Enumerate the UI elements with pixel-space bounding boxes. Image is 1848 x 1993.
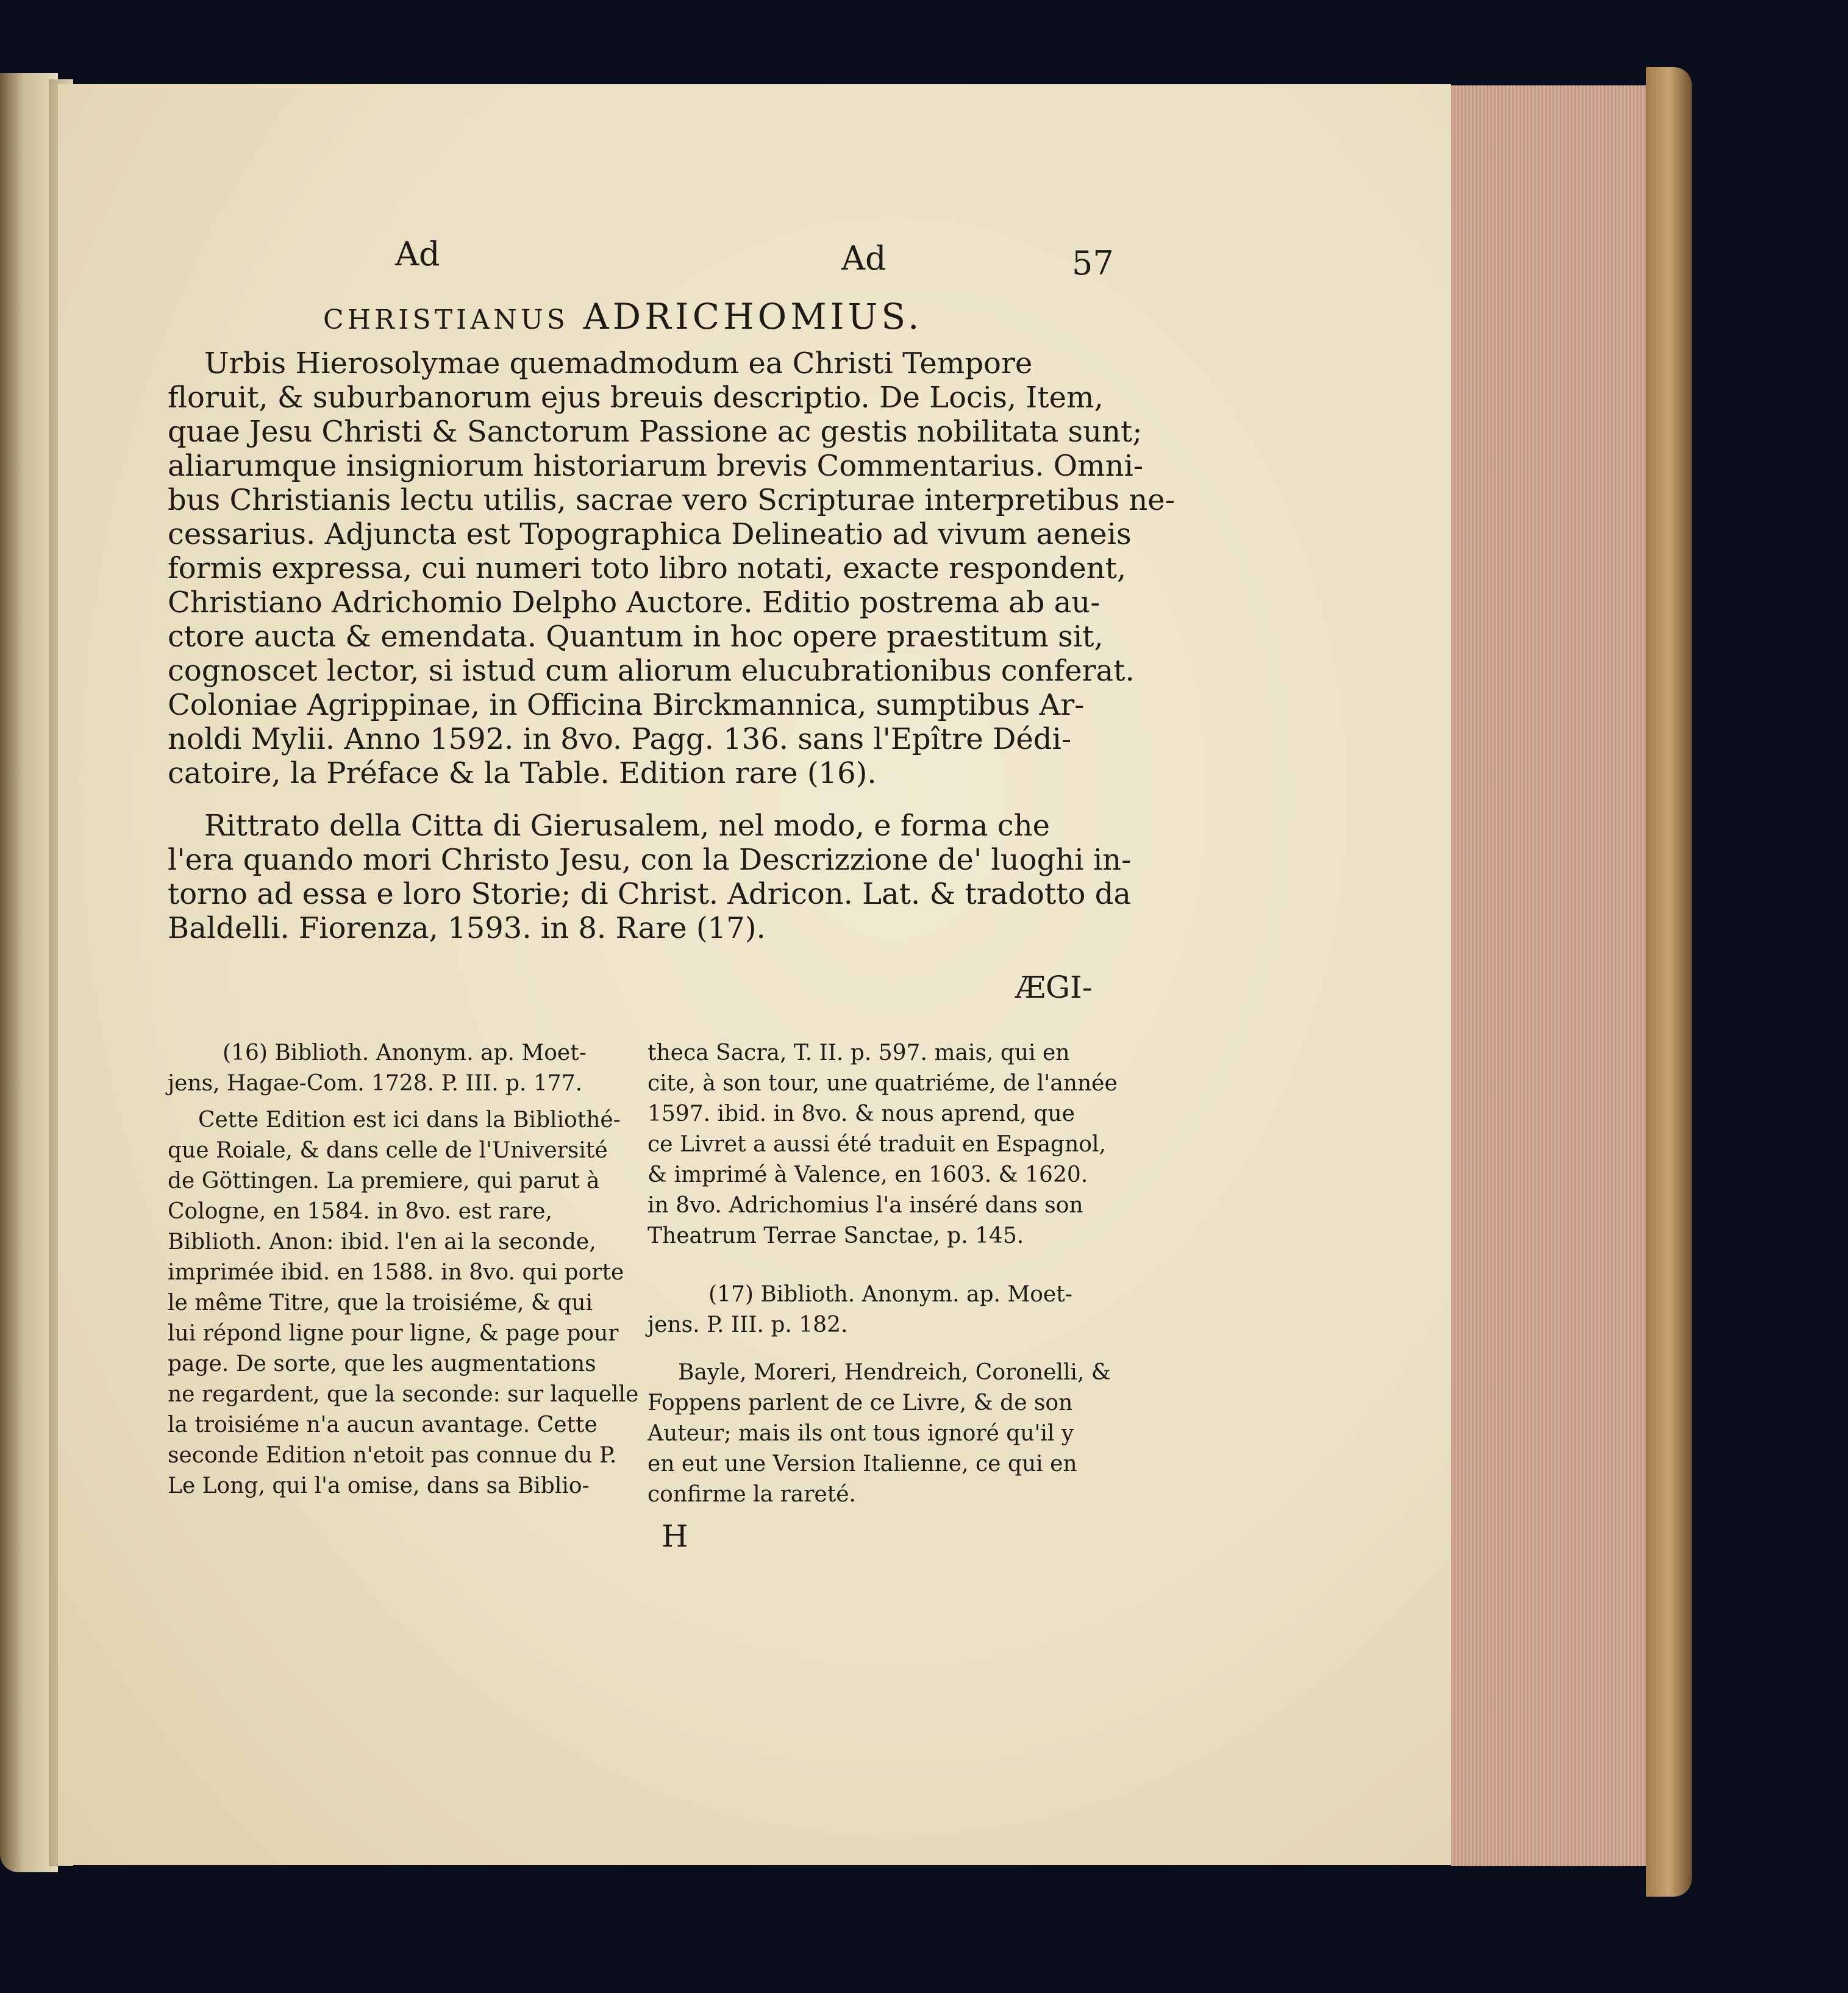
footnote-line: ce Livret a aussi été traduit en Espagnol, <box>648 1132 1106 1157</box>
footnote-line: jens. P. III. p. 182. <box>648 1312 848 1337</box>
entry-1-line: ctore aucta & emendata. Quantum in hoc opere praestitum sit, <box>168 620 1104 654</box>
entry-1-line: quae Jesu Christi & Sanctorum Passione ac gestis nobilitata sunt; <box>168 415 1143 449</box>
footnote-line: theca Sacra, T. II. p. 597. mais, qui en <box>648 1040 1070 1065</box>
entry-1-line: cessarius. Adjuncta est Topographica Delineatio ad vivum aeneis <box>168 517 1132 551</box>
entry-2-line: Rittrato della Citta di Gierusalem, nel modo, e forma che <box>204 809 1051 843</box>
footnote-line: Cologne, en 1584. in 8vo. est rare, <box>168 1199 552 1224</box>
entry-1-line: formis expressa, cui numeri toto libro notati, exacte respondent, <box>168 551 1127 585</box>
footnote-line: ne regardent, que la seconde: sur laquelle <box>168 1382 639 1407</box>
footnote-line: lui répond ligne pour ligne, & page pour <box>168 1321 619 1346</box>
running-head-center: Ad <box>841 239 887 277</box>
title-first-name: CHRISTIANUS <box>323 304 569 335</box>
page-block-edge <box>1451 85 1658 1866</box>
footnote-line: Cette Edition est ici dans la Bibliothé- <box>198 1107 621 1132</box>
footnotes-right <box>648 1038 1118 1510</box>
footnote-line: page. De sorte, que les augmentations <box>168 1351 596 1376</box>
page-number: 57 <box>1072 244 1114 282</box>
footnotes-left <box>168 1038 638 1501</box>
entry-1-line: noldi Mylii. Anno 1592. in 8vo. Pagg. 136. sans l'Epître Dédi- <box>168 722 1072 756</box>
footnote-line: in 8vo. Adrichomius l'a inséré dans son <box>648 1193 1083 1218</box>
entry-1-line: Christiano Adrichomio Delpho Auctore. Editio postrema ab au- <box>168 585 1101 620</box>
footnote-line: & imprimé à Valence, en 1603. & 1620. <box>648 1162 1088 1187</box>
footnote-line: (17) Biblioth. Anonym. ap. Moet- <box>708 1282 1072 1307</box>
footnote-line: Auteur; mais ils ont tous ignoré qu'il y <box>648 1421 1074 1446</box>
footnote-line: imprimée ibid. en 1588. in 8vo. qui porte <box>168 1260 624 1285</box>
entry-1-line: bus Christianis lectu utilis, sacrae vero Scripturae interpretibus ne- <box>168 483 1175 517</box>
signature-mark: H <box>662 1519 688 1554</box>
catchword: ÆGI- <box>1015 970 1093 1005</box>
entry-1-line: catoire, la Préface & la Table. Edition rare (16). <box>168 756 877 790</box>
footnote-line: confirme la rareté. <box>648 1482 856 1507</box>
entry-1-line: floruit, & suburbanorum ejus breuis descriptio. De Locis, Item, <box>168 381 1104 415</box>
footnote-line: Bayle, Moreri, Hendreich, Coronelli, & <box>678 1360 1111 1385</box>
running-head-left: Ad <box>395 235 440 273</box>
footnote-line: Biblioth. Anon: ibid. l'en ai la seconde, <box>168 1229 596 1254</box>
footnote-line: seconde Edition n'etoit pas connue du P. <box>168 1443 617 1468</box>
entry-2 <box>168 809 1132 945</box>
entry-1-line: Urbis Hierosolymae quemadmodum ea Christi Tempore <box>204 346 1033 381</box>
entry-2-line: torno ad essa e loro Storie; di Christ. Adricon. Lat. & tradotto da <box>168 877 1132 911</box>
entry-title <box>323 296 923 337</box>
entry-1-line: Coloniae Agrippinae, in Officina Birckmannica, sumptibus Ar- <box>168 688 1085 722</box>
footnote-line: Foppens parlent de ce Livre, & de son <box>648 1390 1073 1415</box>
entry-1-line: cognoscet lector, si istud cum aliorum elucubrationibus conferat. <box>168 654 1135 688</box>
footnote-line: Le Long, qui l'a omise, dans sa Biblio- <box>168 1473 590 1498</box>
footnote-line: (16) Biblioth. Anonym. ap. Moet- <box>223 1040 587 1065</box>
footnote-line: 1597. ibid. in 8vo. & nous aprend, que <box>648 1101 1075 1126</box>
entry-1 <box>168 346 1175 790</box>
footnote-line: de Göttingen. La premiere, qui parut à <box>168 1168 600 1193</box>
entry-2-line: l'era quando mori Christo Jesu, con la Descrizzione de' luoghi in- <box>168 843 1132 877</box>
footnote-line: Theatrum Terrae Sanctae, p. 145. <box>648 1223 1024 1248</box>
entry-2-line: Baldelli. Fiorenza, 1593. in 8. Rare (17). <box>168 911 766 945</box>
footnote-line: la troisiéme n'a aucun avantage. Cette <box>168 1412 598 1437</box>
title-surname: ADRICHOMIUS. <box>583 296 923 337</box>
footnote-line: que Roiale, & dans celle de l'Université <box>168 1138 608 1163</box>
book-cover-edge <box>1646 67 1692 1897</box>
footnote-line: le même Titre, que la troisiéme, & qui <box>168 1290 593 1315</box>
footnote-line: cite, à son tour, une quatriéme, de l'année <box>648 1071 1118 1096</box>
entry-1-line: aliarumque insigniorum historiarum brevis Commentarius. Omni- <box>168 449 1144 483</box>
footnote-line: en eut une Version Italienne, ce qui en <box>648 1451 1077 1476</box>
footnote-line: jens, Hagae-Com. 1728. P. III. p. 177. <box>168 1071 583 1096</box>
